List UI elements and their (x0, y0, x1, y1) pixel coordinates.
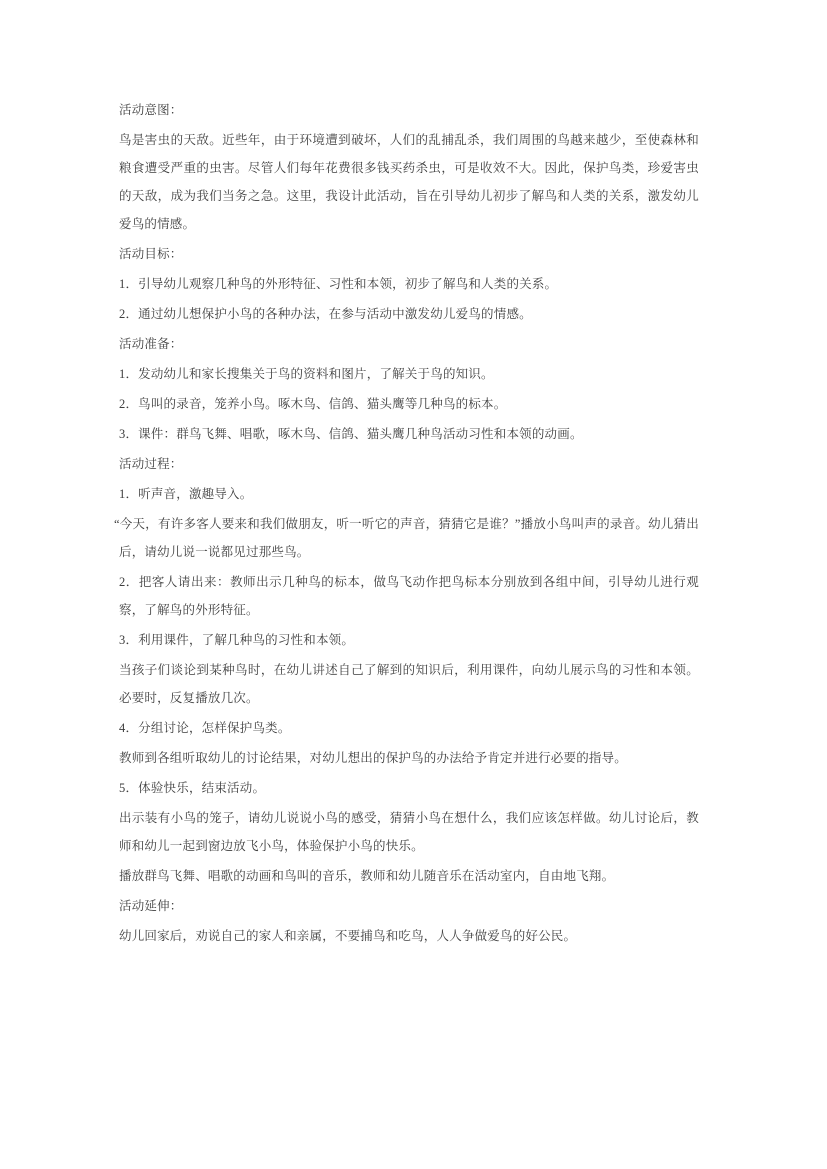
paragraph-extension-body: 幼儿回家后，劝说自己的家人和亲属，不要捕鸟和吃鸟，人人争做爱鸟的好公民。 (119, 929, 577, 943)
list-item-process-2: 2．把客人请出来：教师出示几种鸟的标本，做鸟飞动作把鸟标本分别放到各组中间，引导幼儿进行观察，了解鸟的外形特征。 (119, 575, 699, 617)
section-heading-process: 活动过程： (119, 457, 183, 471)
list-item-prep-2: 2．鸟叫的录音，笼养小鸟。啄木鸟、信鸽、猫头鹰等几种鸟的标本。 (119, 397, 507, 411)
section-heading-extension: 活动延伸： (119, 899, 183, 913)
paragraph-process-1-detail: “今天，有许多客人要来和我们做朋友，听一听它的声音，猜猜它是谁？”播放小鸟叫声的录音。幼儿猜出后，请幼儿说一说都见过那些鸟。 (114, 517, 699, 559)
section-heading-preparation: 活动准备： (119, 337, 183, 351)
paragraph-process-5-detail-2: 播放群鸟飞舞、唱歌的动画和鸟叫的音乐，教师和幼儿随音乐在活动室内，自由地飞翔。 (119, 869, 615, 883)
list-item-prep-1: 1．发动幼儿和家长搜集关于鸟的资料和图片，了解关于鸟的知识。 (119, 367, 494, 381)
list-item-process-3: 3．利用课件，了解几种鸟的习性和本领。 (119, 633, 355, 647)
list-item-process-1: 1．听声音，激趣导入。 (119, 487, 253, 501)
list-item-goal-2: 2．通过幼儿想保护小鸟的各种办法，在参与活动中激发幼儿爱鸟的情感。 (119, 307, 532, 321)
list-item-process-4: 4．分组讨论，怎样保护鸟类。 (119, 721, 291, 735)
list-item-prep-3: 3．课件：群鸟飞舞、唱歌，啄木鸟、信鸽、猫头鹰几种鸟活动习性和本领的动画。 (119, 427, 583, 441)
document-content (114, 96, 699, 950)
paragraph-intent-body: 鸟是害虫的天敌。近些年，由于环境遭到破坏，人们的乱捕乱杀，我们周围的鸟越来越少，至使森林和粮食遭受严重的虫害。尽管人们每年花费很多钱买药杀虫，可是收效不大。因此，保护鸟类，珍爱害虫的天敌，成为我们当务之急。这里，我设计此活动，旨在引导幼儿初步了解鸟和人类的关系，激发幼儿爱鸟的情感。 (119, 133, 699, 231)
paragraph-process-4-detail: 教师到各组听取幼儿的讨论结果，对幼儿想出的保护鸟的办法给予肯定并进行必要的指导。 (119, 751, 628, 765)
list-item-goal-1: 1．引导幼儿观察几种鸟的外形特征、习性和本领，初步了解鸟和人类的关系。 (119, 277, 558, 291)
paragraph-process-3-detail: 当孩子们谈论到某种鸟时，在幼儿讲述自己了解到的知识后，利用课件，向幼儿展示鸟的习性和本领。必要时，反复播放几次。 (119, 663, 699, 705)
paragraph-process-5-detail-1: 出示装有小鸟的笼子，请幼儿说说小鸟的感受，猜猜小鸟在想什么，我们应该怎样做。幼儿讨论后，教师和幼儿一起到窗边放飞小鸟，体验保护小鸟的快乐。 (119, 811, 699, 853)
list-item-process-5: 5．体验快乐，结束活动。 (119, 781, 266, 795)
section-heading-goals: 活动目标： (119, 247, 183, 261)
section-heading-intent: 活动意图： (119, 103, 183, 117)
